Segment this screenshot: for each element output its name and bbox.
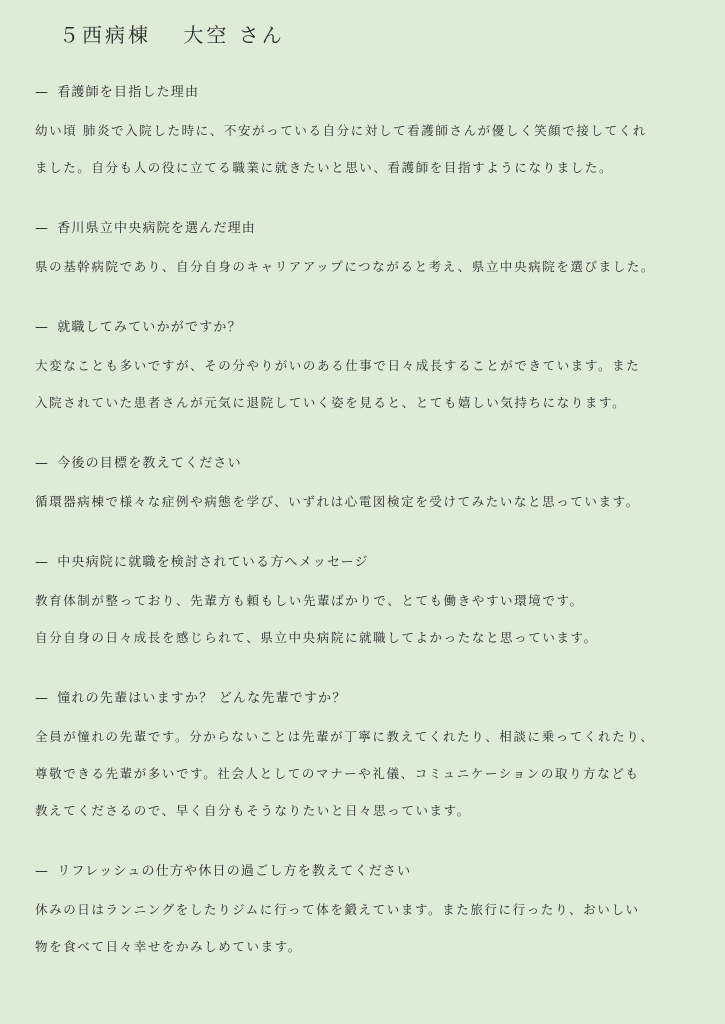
answer-block xyxy=(35,891,695,965)
dash-mark: — xyxy=(35,320,50,335)
answer-line: 休みの日はランニングをしたりジムに行って体を鍛えています。また旅行に行ったり、おいしい xyxy=(35,902,640,917)
heading-text: 中央病院に就職を検討されている方へメッセージ xyxy=(57,555,369,570)
answer-line: 全員が憧れの先輩です。分からないことは先輩が丁寧に教えてくれたり、相談に乗ってくれたり、 xyxy=(35,729,655,744)
section-reason-nurse xyxy=(35,82,695,186)
answer-line: ました。自分も人の役に立てる職業に就きたいと思い、看護師を目指すようになりました。 xyxy=(35,160,614,175)
answer-line: 自分自身の日々成長を感じられて、県立中央病院に就職してよかったなと思っています。 xyxy=(35,630,598,645)
dash-mark: — xyxy=(35,221,50,236)
answer-block xyxy=(35,718,695,829)
answer-line: 教育体制が整っており、先輩方も頼もしい先輩ばかりで、とても働きやすい環境です。 xyxy=(35,593,584,608)
section-message xyxy=(35,552,695,656)
section-refresh xyxy=(35,861,695,965)
section-senpai xyxy=(35,688,695,829)
heading-text: 香川県立中央病院を選んだ理由 xyxy=(57,221,257,236)
answer-block xyxy=(35,582,695,656)
dash-mark: — xyxy=(35,456,50,471)
section-heading xyxy=(35,317,695,339)
heading-text: 憧れの先輩はいますか？ どんな先輩ですか？ xyxy=(57,691,347,706)
answer-block xyxy=(35,347,695,421)
answer-line: 循環器病棟で様々な症例や病態を学び、いずれは心電図検定を受けてみたいなと思っています。 xyxy=(35,494,640,509)
section-impression xyxy=(35,317,695,421)
section-reason-hospital xyxy=(35,218,695,285)
page-title: ５西病棟 大空 さん xyxy=(59,23,285,47)
answer-line: 幼い頃 肺炎で入院した時に、不安がっている自分に対して看護師さんが優しく笑顔で接してくれ xyxy=(35,123,647,138)
answer-line: 教えてくださるので、早く自分もそうなりたいと日々思っています。 xyxy=(35,803,471,818)
section-heading xyxy=(35,861,695,883)
answer-line: 物を食べて日々幸せをかみしめています。 xyxy=(35,939,302,954)
answer-block xyxy=(35,483,695,520)
answer-line: 尊敬できる先輩が多いです。社会人としてのマナーや礼儀、コミュニケーションの取り方なども xyxy=(35,766,640,781)
heading-text: リフレッシュの仕方や休日の過ごし方を教えてください xyxy=(57,864,412,879)
section-heading xyxy=(35,552,695,574)
section-heading xyxy=(35,218,695,240)
dash-mark: — xyxy=(35,85,50,100)
heading-text: 就職してみていかがですか？ xyxy=(57,320,242,335)
answer-block xyxy=(35,112,695,186)
answer-line: 大変なことも多いですが、その分やりがいのある仕事で日々成長することができています。また xyxy=(35,358,641,373)
dash-mark: — xyxy=(35,691,50,706)
section-heading xyxy=(35,688,695,710)
heading-text: 今後の目標を教えてください xyxy=(57,456,242,471)
heading-text: 看護師を目指した理由 xyxy=(57,85,200,100)
answer-line: 県の基幹病院であり、自分自身のキャリアアップにつながると考え、県立中央病院を選びました。 xyxy=(35,259,656,274)
answer-line: 入院されていた患者さんが元気に退院していく姿を見ると、とても嬉しい気持ちになります。 xyxy=(35,395,627,410)
dash-mark: — xyxy=(35,864,50,879)
answer-block xyxy=(35,248,695,285)
section-heading xyxy=(35,453,695,475)
section-heading xyxy=(35,82,695,104)
dash-mark: — xyxy=(35,555,50,570)
section-goals xyxy=(35,453,695,520)
